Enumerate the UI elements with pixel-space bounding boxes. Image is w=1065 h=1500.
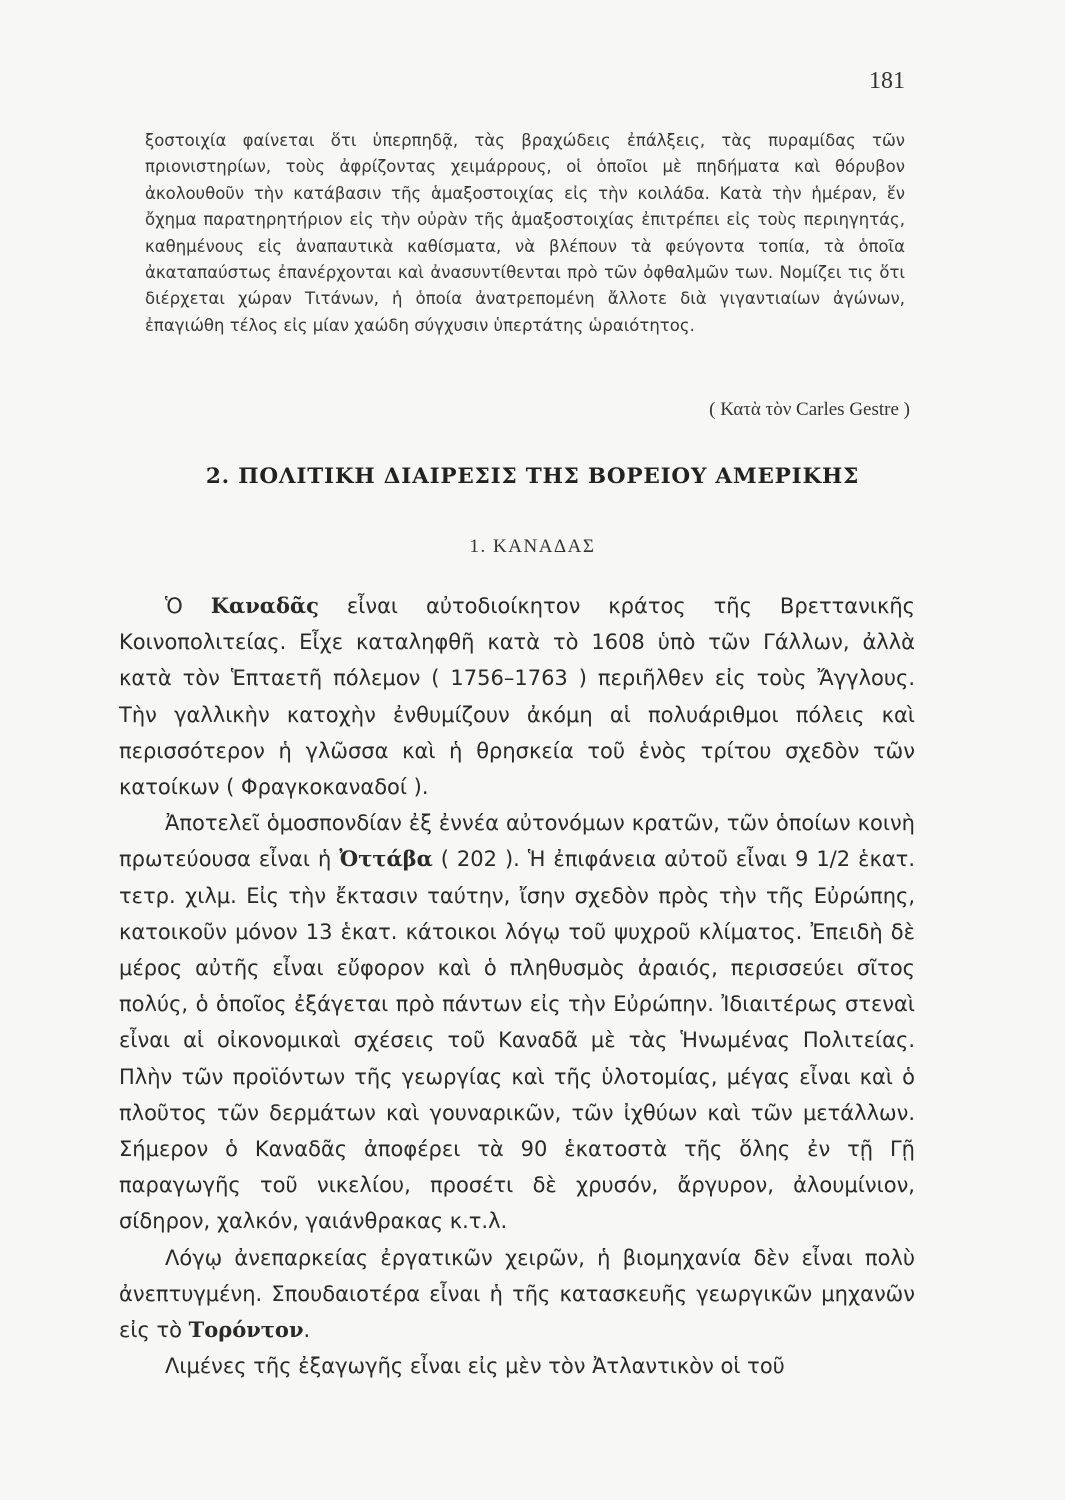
intro-excerpt [145,128,905,339]
paragraph-3 [119,1240,915,1349]
p1-text-after: εἶναι αὐτοδιοίκητον κράτος τῆς Βρεττανικῆς Κοινοπολιτείας. Εἶχε καταληφθῆ κατὰ τὸ 1608 ὑπὸ τῶν Γάλλων, ἀλλὰ κατὰ τὸν Ἑπταετῆ πόλεμον ( 1756–1763 ) περιῆλθεν εἰς τοὺς Ἄγγλους. Τὴν γαλλικὴν κατοχὴν ἐνθυμίζουν ἀκόμη αἱ πολυάριθμοι πόλεις καὶ περισσότερον ἡ γλῶσσα καὶ ἡ θρησκεία τοῦ ἑνὸς τρίτου σχεδὸν τῶν κατοίκων ( Φραγκοκαναδοί ). [119,594,915,800]
term-toronto: Τορόντον [188,1317,304,1343]
p3-text-before: Λόγῳ ἀνεπαρκείας ἐργατικῶν χειρῶν, ἡ βιομηχανία δὲν εἶναι πολὺ ἀνεπτυγμένη. Σπουδαιοτέρα εἶναι ἡ τῆς κατασκευῆς γεωργικῶν μηχανῶν εἰς τὸ [119,1245,915,1343]
section-heading: 2. ΠΟΛΙΤΙΚΗ ΔΙΑΙΡΕΣΙΣ ΤΗΣ ΒΟΡΕΙΟΥ ΑΜΕΡΙΚΗΣ [205,464,860,489]
body-text [119,588,915,1384]
page-number: 181 [869,68,905,94]
term-ottawa: Ὀττάβα [339,846,433,872]
paragraph-2 [119,805,915,1239]
intro-paragraph: ξοστοιχία φαίνεται ὅτι ὑπερπηδᾷ, τὰς βραχώδεις ἐπάλξεις, τὰς πυραμίδας τῶν πριονιστηρίων, τοὺς ἀφρίζοντας χειμάρρους, οἱ ὁποῖοι μὲ πηδήματα καὶ θόρυβον ἀκολουθοῦν τὴν κατάβασιν τῆς ἁμαξοστοιχίας εἰς τὴν κοιλάδα. Κατὰ τὴν ἡμέραν, ἕν ὄχημα παρατηρητήριον εἰς τὴν οὐρὰν τῆς ἁμαξοστοιχίας ἐπιτρέπει εἰς τοὺς περιηγητάς, καθημένους εἰς ἀναπαυτικὰ καθίσματα, νὰ βλέπουν τὰ φεύγοντα τοπία, τὰ ὁποῖα ἀκαταπαύστως ἐπανέρχονται καὶ ἀνασυντίθενται πρὸ τῶν ὀφθαλμῶν των. Νομίζει τις ὅτι διέρχεται χώραν Τιτάνων, ἡ ὁποία ἀνατρεπομένη ἄλλοτε διὰ γιγαντιαίων ἀγώνων, ἐπαγιώθη τέλος εἰς μίαν χαώδη σύγχυσιν ὑπερτάτης ὡραιότητος. [145,131,905,335]
p2-text-after: ( 202 ). Ἡ ἐπιφάνεια αὐτοῦ εἶναι 9 1/2 ἑκατ. τετρ. χιλμ. Εἰς τὴν ἔκτασιν ταύτην, ἴσην σχεδὸν πρὸς τὴν τῆς Εὐρώπης, κατοικοῦν μόνον 13 ἑκατ. κάτοικοι λόγῳ τοῦ ψυχροῦ κλίματος. Ἐπειδὴ δὲ μέρος αὐτῆς εἶναι εὔφορον καὶ ὁ πληθυσμὸς ἀραιός, περισσεύει σῖτος πολύς, ὁ ὁποῖος ἐξάγεται πρὸ πάντων εἰς τὴν Εὐρώπην. Ἰδιαιτέρως στεναὶ εἶναι αἱ οἰκονομικαὶ σχέσεις τοῦ Καναδᾶ μὲ τὰς Ἡνωμένας Πολιτείας. Πλὴν τῶν προϊόντων τῆς γεωργίας καὶ τῆς ὑλοτομίας, μέγας εἶναι καὶ ὁ πλοῦτος τῶν δερμάτων καὶ γουναρικῶν, τῶν ἰχθύων καὶ τῶν μετάλλων. Σήμερον ὁ Καναδᾶς ἀποφέρει τὰ 90 ἑκατοστὰ τῆς ὅλης ἐν τῇ Γῇ παραγωγῆς τοῦ νικελίου, προσέτι δὲ χρυσόν, ἄργυρον, ἀλουμίνιον, σίδηρον, χαλκόν, γαιάνθρακας κ.τ.λ. [119,847,916,1234]
source-credit: ( Κατὰ τὸν Carles Gestre ) [709,399,910,420]
subsection-heading: 1. ΚΑΝΑΔΑΣ [469,536,596,557]
paragraph-4: Λιμένες τῆς ἐξαγωγῆς εἶναι εἰς μὲν τὸν Ἀτλαντικὸν οἱ τοῦ [165,1354,785,1379]
p3-text-after: . [303,1318,311,1343]
p1-text-before: Ὁ [165,594,211,618]
paragraph-1 [119,588,915,805]
term-canada: Καναδᾶς [210,593,319,618]
p2-text-before: Ἀποτελεῖ ὁμοσπονδίαν ἐξ ἐννέα αὐτονόμων κρατῶν, τῶν ὁποίων κοινὴ πρωτεύουσα εἶναι ἡ [119,811,915,872]
